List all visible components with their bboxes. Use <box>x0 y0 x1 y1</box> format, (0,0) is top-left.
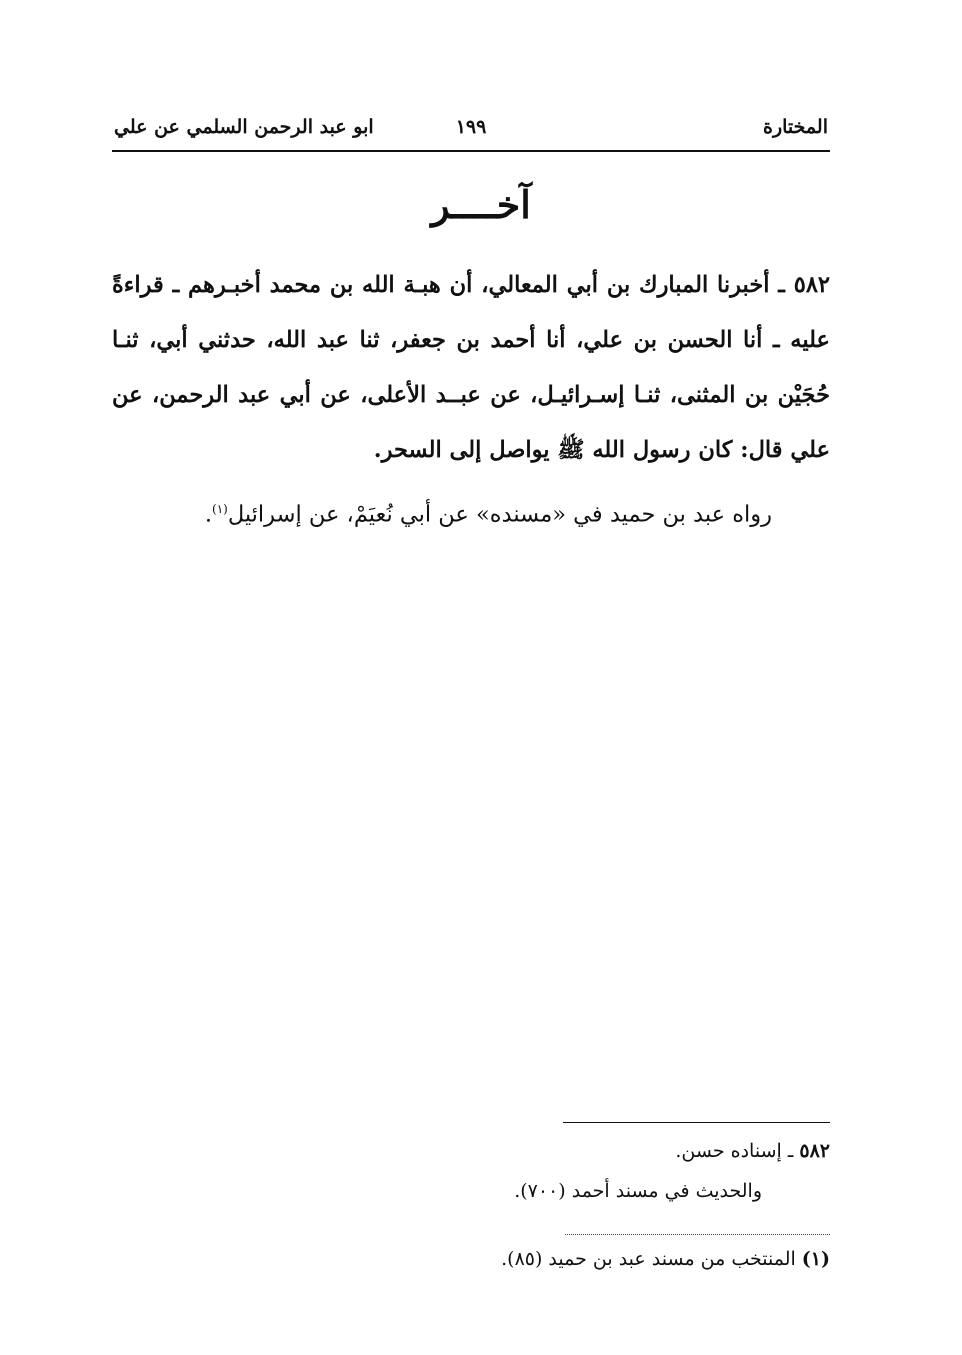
chapter-title: ابو عبد الرحمن السلمي عن علي <box>114 116 374 138</box>
book-title: المختارة <box>763 116 828 138</box>
footnote-number: (١) <box>801 1248 830 1270</box>
footnote-reference: (١) <box>212 502 228 516</box>
narration-paragraph <box>112 482 830 543</box>
section-title: آخــــر <box>431 182 531 227</box>
narration-end: . <box>204 501 213 528</box>
narration-text: رواه عبد بن حميد في «مسنده» عن أبي نُعيَمْ، عن إسرائيل <box>227 501 772 528</box>
page-number: ١٩٩ <box>455 116 487 138</box>
hadith-paragraph <box>112 258 830 478</box>
footnote-divider <box>563 1122 830 1123</box>
hadith-text: ـ أخبرنا المبارك بن أبي المعالي، أن هبـة الله بن محمد أخبـرهم ـ قراءةً عليه ـ أنا الحسن بن علي، أنا أحمد بن جعفر، ثنا عبد الله، حدثني أبي، ثنـا حُجَيْن بن المثنى، ثنـا إسـرائيـل، عن عبــد الأعلى، عن أبي عبد الرحمن، عن علي قال: كان رسول الله ﷺ يواصل إلى السحر. <box>112 272 830 463</box>
source-footnote <box>501 1248 830 1270</box>
hadith-number: ٥٨٢ <box>793 272 830 298</box>
running-header <box>112 108 830 152</box>
grading-text: ـ إسناده حسن. <box>675 1140 794 1162</box>
footnote-dotted-divider <box>565 1234 830 1235</box>
reference-note: والحديث في مسند أحمد (٧٠٠). <box>514 1180 762 1202</box>
grading-note <box>675 1140 830 1162</box>
footnote-text: المنتخب من مسند عبد بن حميد (٨٥). <box>501 1248 796 1270</box>
grading-number: ٥٨٢ <box>799 1140 830 1162</box>
hadith-body <box>112 258 830 543</box>
